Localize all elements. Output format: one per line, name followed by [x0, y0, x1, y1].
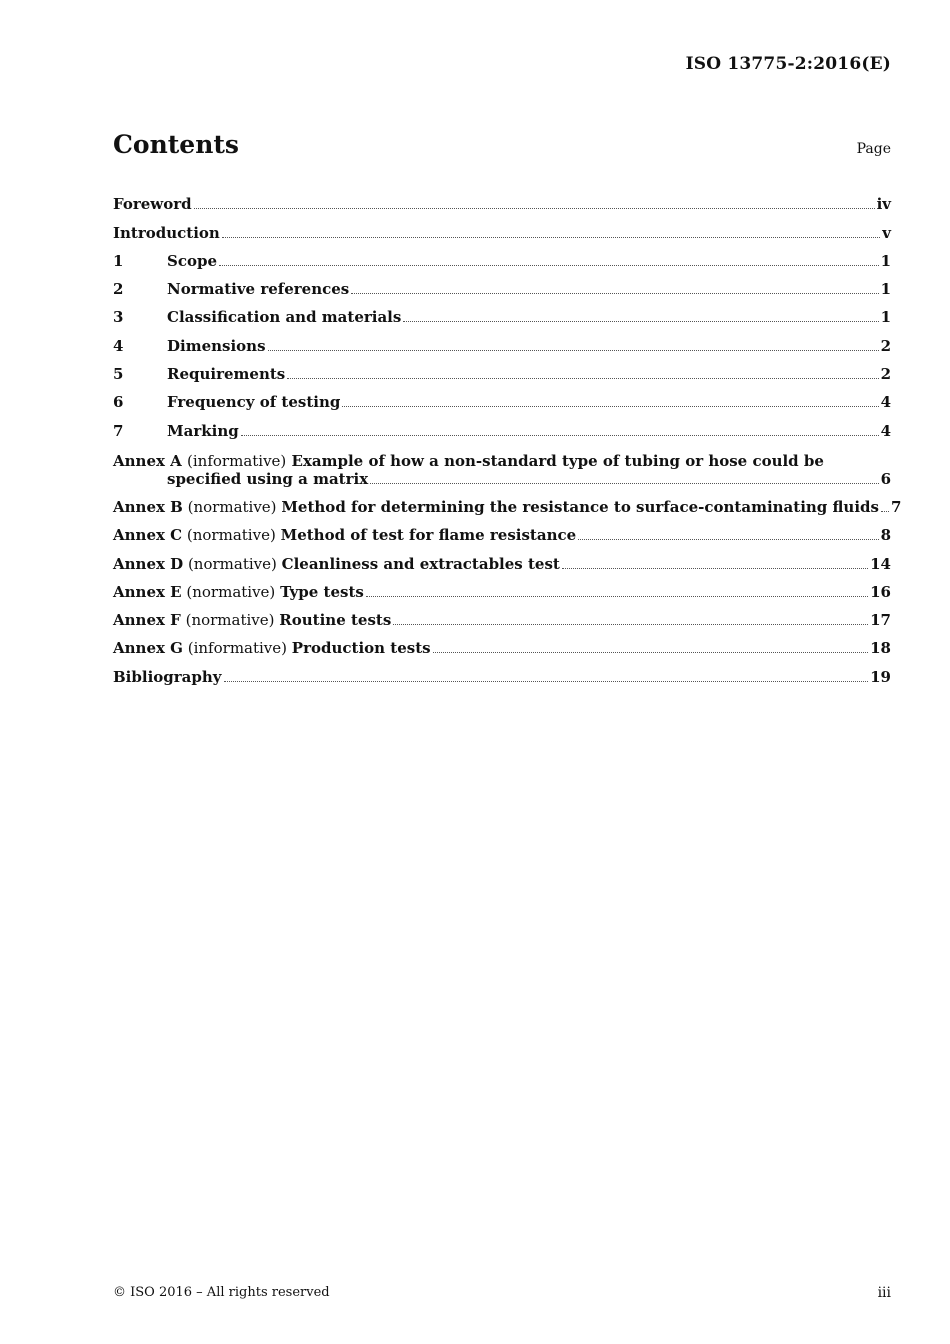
dot-leader: [351, 293, 878, 294]
contents-title: Contents: [113, 130, 240, 159]
annex-a-first-line: [113, 452, 891, 470]
toc-entry-page: 6: [880, 469, 891, 488]
dot-leader: [433, 652, 869, 653]
annex-label: Annex C: [113, 526, 183, 545]
dot-leader: [224, 681, 869, 682]
toc-entry-number: 2: [113, 280, 124, 299]
annex-title: Type tests: [280, 582, 364, 601]
toc-entry-normative-references[interactable]: [113, 270, 891, 298]
dot-leader: [562, 568, 868, 569]
toc-entry-page: 1: [880, 280, 891, 299]
toc-entry-page: iv: [876, 195, 891, 214]
toc-entry-title: Requirements: [167, 365, 286, 384]
annex-label: Annex F: [113, 611, 181, 630]
dot-leader: [370, 483, 878, 484]
dot-leader: [241, 435, 879, 436]
annex-title-line1: Example of how a non-standard type of tubing or hose could be: [291, 451, 824, 470]
page-column-label: Page: [856, 141, 891, 157]
toc-entry-title: Classification and materials: [167, 308, 402, 327]
toc-entry-requirements[interactable]: [113, 355, 891, 383]
dot-leader: [194, 208, 875, 209]
annex-type: (normative): [187, 497, 277, 516]
toc-entry-dimensions[interactable]: [113, 326, 891, 354]
toc-entry-page: 2: [880, 336, 891, 355]
page-number: iii: [877, 1285, 891, 1301]
toc-entry-number: 3: [113, 308, 124, 327]
dot-leader: [222, 237, 880, 238]
annex-label: Annex G: [113, 639, 183, 658]
dot-leader: [268, 350, 879, 351]
dot-leader: [366, 596, 868, 597]
annex-label: Annex D: [113, 554, 184, 573]
toc-entry-annex-c[interactable]: [113, 516, 891, 544]
toc-entry-number: 5: [113, 365, 124, 384]
dot-leader: [403, 321, 878, 322]
dot-leader: [578, 539, 878, 540]
annex-type: (informative): [187, 451, 287, 470]
toc-entry-number: 1: [113, 251, 124, 270]
toc-entry-title: Normative references: [167, 280, 350, 299]
annex-a-second-line: [113, 470, 891, 488]
toc-entry-bibliography[interactable]: [113, 657, 891, 685]
toc-entry-annex-g[interactable]: [113, 629, 891, 657]
annex-type: (normative): [186, 582, 276, 601]
toc-entry-number: 6: [113, 393, 124, 412]
toc-entry-annex-f[interactable]: [113, 601, 891, 629]
toc-entry-number: 7: [113, 421, 124, 440]
toc-entry-page: 16: [870, 582, 891, 601]
toc-entry-title: Frequency of testing: [167, 393, 341, 412]
toc-entry-page: 17: [870, 611, 891, 630]
dot-leader: [393, 624, 868, 625]
annex-type: (normative): [185, 611, 275, 630]
annex-type: (normative): [186, 526, 276, 545]
toc-entry-page: 1: [880, 308, 891, 327]
annex-title: Routine tests: [279, 611, 392, 630]
toc-entry-marking[interactable]: [113, 411, 891, 439]
toc-entry-foreword[interactable]: [113, 185, 891, 213]
annex-label: Annex A: [113, 451, 182, 470]
copyright-notice: © ISO 2016 – All rights reserved: [113, 1285, 330, 1300]
toc-entry-annex-a[interactable]: [113, 440, 891, 488]
annex-title: Method for determining the resistance to surface-contaminating fluids: [281, 497, 879, 516]
annex-title-line2: specified using a matrix: [167, 469, 369, 488]
toc-entry-annex-d[interactable]: [113, 544, 891, 572]
toc-entry-page: 7: [890, 497, 902, 516]
toc-entry-annex-e[interactable]: [113, 573, 891, 601]
dot-leader: [287, 378, 878, 379]
toc-entry-page: 4: [880, 393, 891, 412]
toc-entry-page: v: [882, 223, 891, 242]
annex-type: (informative): [187, 639, 288, 658]
toc-entry-introduction[interactable]: [113, 213, 891, 241]
toc-entry-page: 14: [870, 554, 891, 573]
annex-title: Method of test for flame resistance: [280, 526, 577, 545]
toc-entry-scope[interactable]: [113, 242, 891, 270]
document-id: ISO 13775-2:2016(E): [685, 54, 891, 74]
dot-leader: [219, 265, 879, 266]
annex-title: Production tests: [291, 639, 431, 658]
annex-type: (normative): [187, 554, 277, 573]
toc-entry-page: 2: [880, 365, 891, 384]
toc-entry-page: 4: [880, 421, 891, 440]
toc-entry-title: Bibliography: [113, 667, 222, 686]
toc-entry-page: 1: [880, 251, 891, 270]
page-footer: [113, 1285, 891, 1301]
toc-entry-title: Foreword: [113, 195, 192, 214]
toc-entry-page: 8: [880, 526, 891, 545]
toc-entry-number: 4: [113, 336, 124, 355]
toc-entry-title: Dimensions: [167, 336, 266, 355]
dot-leader: [342, 406, 878, 407]
annex-label: Annex B: [113, 497, 183, 516]
toc-entry-frequency-of-testing[interactable]: [113, 383, 891, 411]
toc-entry-page: 18: [870, 639, 891, 658]
toc-entry-title: Marking: [167, 421, 239, 440]
contents-header: [113, 130, 891, 159]
toc-entry-title: Scope: [167, 251, 218, 270]
toc-entry-classification[interactable]: [113, 298, 891, 326]
toc-entry-annex-b[interactable]: [113, 488, 902, 516]
toc-entry-page: 19: [870, 667, 891, 686]
table-of-contents: [113, 185, 902, 686]
annex-title: Cleanliness and extractables test: [281, 554, 560, 573]
toc-entry-title: Introduction: [113, 223, 220, 242]
annex-label: Annex E: [113, 582, 182, 601]
dot-leader: [881, 511, 889, 512]
